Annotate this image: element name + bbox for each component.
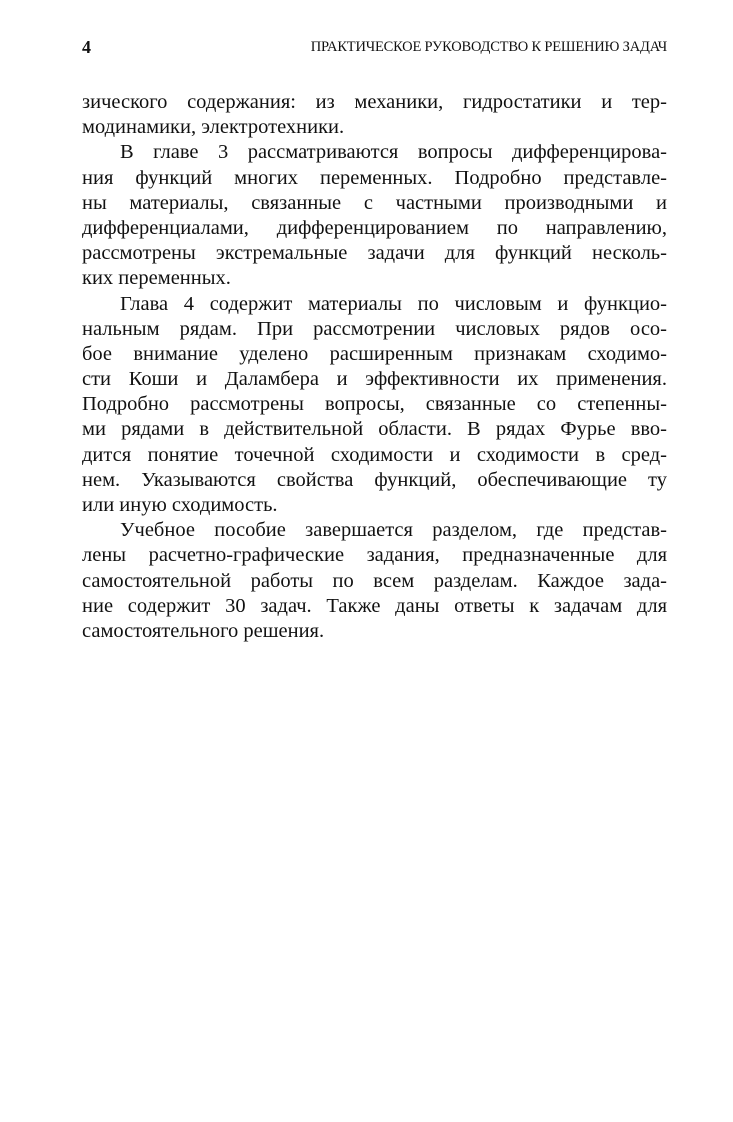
text-line: Учебное пособие завершается разделом, где представ-	[120, 519, 667, 542]
text-line: В главе 3 рассматриваются вопросы дифференцирова-	[120, 141, 667, 164]
text-line: ны материалы, связанные с частными производными и	[82, 191, 667, 214]
text-line: дифференциалами, дифференцированием по направлению,	[82, 216, 667, 239]
text-line: бое внимание уделено расширенным признакам сходимо-	[82, 342, 667, 365]
text-line: ния функций многих переменных. Подробно представле-	[82, 166, 667, 189]
text-line: лены расчетно-графические задания, предназначенные для	[82, 544, 667, 567]
page-number: 4	[82, 37, 91, 57]
text-line: самостоятельного решения.	[82, 619, 325, 642]
running-title: ПРАКТИЧЕСКОЕ РУКОВОДСТВО К РЕШЕНИЮ ЗАДАЧ	[310, 39, 667, 55]
text-line: Глава 4 содержит материалы по числовым и функцио-	[120, 292, 667, 315]
text-line: нальным рядам. При рассмотрении числовых рядов осо-	[82, 317, 667, 340]
text-line: рассмотрены экстремальные задачи для функций несколь-	[82, 242, 667, 265]
text-line: зического содержания: из механики, гидростатики и тер-	[82, 91, 667, 113]
text-line: дится понятие точечной сходимости и сходимости в сред-	[82, 443, 667, 466]
text-line: ких переменных.	[82, 267, 231, 290]
text-line: Подробно рассмотрены вопросы, связанные со степенны-	[82, 393, 667, 416]
text-line: или иную сходимость.	[82, 494, 278, 516]
text-line: самостоятельной работы по всем разделам. Каждое зада-	[82, 569, 667, 592]
body-text	[82, 90, 667, 644]
text-line: сти Коши и Даламбера и эффективности их применения.	[82, 368, 667, 391]
text-line: ние содержит 30 задач. Также даны ответы к задачам для	[82, 594, 667, 617]
running-header	[82, 36, 667, 62]
text-line: модинамики, электротехники.	[82, 116, 345, 139]
text-line: ми рядами в действительной области. В рядах Фурье вво-	[82, 418, 667, 441]
text-line: нем. Указываются свойства функций, обеспечивающие ту	[82, 468, 667, 491]
